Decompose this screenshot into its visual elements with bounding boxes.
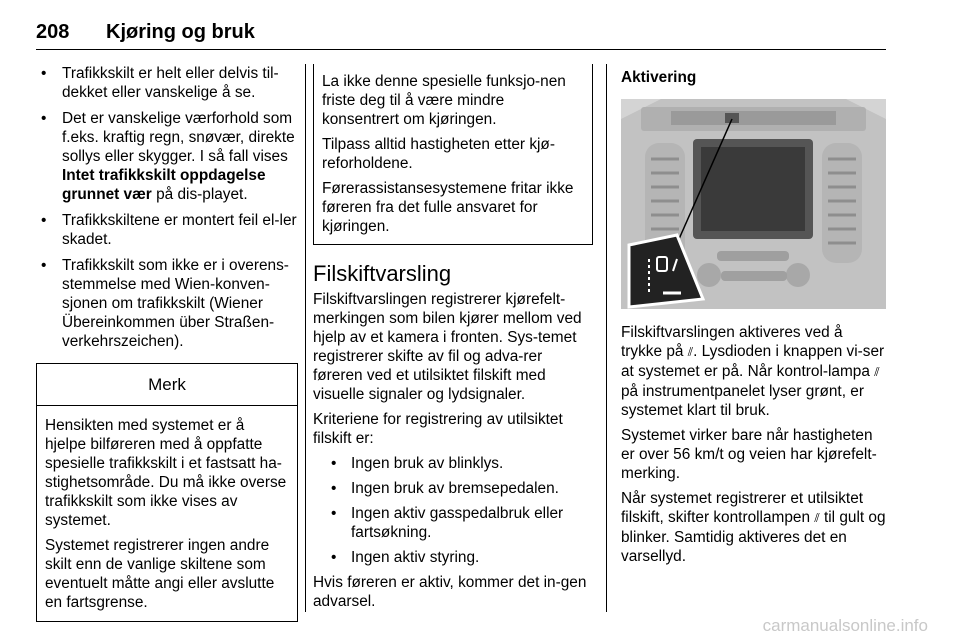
column-divider (305, 64, 306, 612)
note-paragraph: Hensikten med systemet er å hjelpe bilføreren med å oppfatte spesielle trafikkskilt i et fastsatt ha-stighetsområde. Du må ikke overse trafikkskilt som ikke vises av systemet. (45, 417, 287, 529)
column-right (621, 64, 886, 572)
note-paragraph: Systemet registrerer ingen andre skilt enn de vanlige skiltene som eventuelt måtte angi eller avslutte en fartsgrense. (45, 537, 275, 611)
warning-paragraph: Når systemet registrerer et utilsiktet filskift, skifter kontrollampen ⫽ til gult og blinker. Samtidig aktiveres det en varsellyd. (621, 490, 886, 565)
list-item: • Ingen bruk av blinklys. (313, 454, 593, 473)
page-header (36, 18, 886, 50)
header-rule (36, 49, 886, 50)
list-item: • Trafikkskilt er helt eller delvis til-dekket eller vanskelige å se. (36, 64, 298, 102)
notice-box (313, 64, 593, 245)
watermark: carmanualsonline.info (762, 616, 928, 635)
notice-paragraph: Førerassistansesystemene fritar ikke føreren fra det fulle ansvaret for kjøringen. (322, 180, 574, 235)
list-item: • Trafikkskilt som ikke er i overens-stemmelse med Wien-konven-sjonen om trafikkskilt (Wiener Übereinkommen über Straßen-verkehrszeichen). (36, 256, 298, 351)
display-message: Intet trafikkskilt oppdagelse grunnet vær (62, 167, 266, 203)
note-body (37, 406, 297, 621)
note-title: Merk (37, 364, 297, 406)
list-item: • Ingen bruk av bremsepedalen. (313, 479, 593, 498)
list-item: • Ingen aktiv styring. (313, 548, 593, 567)
column-middle (313, 64, 593, 617)
closing-paragraph: Hvis føreren er aktiv, kommer det in-gen advarsel. (313, 574, 587, 610)
list-item: • Ingen aktiv gasspedalbruk eller fartsøkning. (313, 504, 593, 542)
list-item: • Trafikkskiltene er montert feil el-ler skadet. (36, 211, 298, 249)
lane-departure-icon: ⫽ (814, 511, 820, 525)
speed-paragraph: Systemet virker bare når hastigheten er over 56 km/t og veien har kjørefelt-merking. (621, 427, 877, 482)
dashboard-illustration (621, 99, 886, 309)
section-title: Kjøring og bruk (106, 21, 255, 43)
list-item: • Det er vanskelige værforhold som f.eks. kraftig regn, snøvær, direkte sollys eller skygger. I så fall vises Intet trafikkskilt oppdagelse grunnet vær på dis-playet. (36, 109, 298, 204)
lane-departure-icon: ⫽ (687, 345, 694, 359)
section-heading: Filskiftvarsling (313, 261, 452, 286)
activation-paragraph: Filskiftvarslingen aktiveres ved å trykke på ⫽. Lysdioden i knappen vi-ser at systemet er på. Når kontrol-lampa ⫽ på instrumentpanelet lyser grønt, er systemet klart til bruk. (621, 324, 885, 419)
criteria-list (313, 454, 593, 567)
intro-paragraph: Filskiftvarslingen registrerer kjørefelt-merkingen som bilen kjører mellom ved hjelp av et kamera i fronten. Sys-temet registrerer skifte av fil og adva-rer føreren ved et utilsiktet filskift med visuelle signaler og lydsignaler. (313, 291, 582, 403)
notice-paragraph: La ikke denne spesielle funksjo-nen friste deg til å være mindre konsentrert om kjøringen. (322, 73, 566, 128)
subsection-heading: Aktivering (621, 69, 697, 86)
notice-paragraph: Tilpass alltid hastigheten etter kjø-reforholdene. (322, 136, 555, 172)
criteria-intro: Kriteriene for registrering av utilsiktet filskift er: (313, 411, 563, 447)
note-box (36, 363, 298, 622)
lane-departure-icon: ⫽ (874, 365, 880, 379)
column-left (36, 64, 298, 622)
column-divider (606, 64, 607, 612)
page-number: 208 (36, 21, 70, 43)
bullet-list (36, 64, 298, 351)
